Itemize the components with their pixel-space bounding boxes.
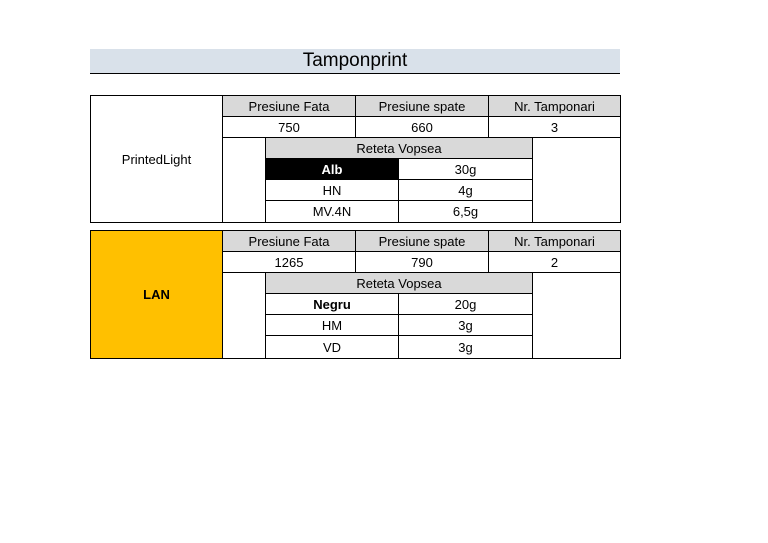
spacer-right bbox=[532, 137, 621, 223]
recipe-qty: 30g bbox=[398, 158, 533, 180]
recipe-color: MV.4N bbox=[265, 200, 399, 223]
header-presiune-fata: Presiune Fata bbox=[222, 230, 356, 252]
spacer-left bbox=[222, 272, 266, 359]
header-nr-tamponari: Nr. Tamponari bbox=[488, 230, 621, 252]
header-presiune-fata: Presiune Fata bbox=[222, 95, 356, 117]
recipe-color: HN bbox=[265, 179, 399, 201]
value-nr-tamponari: 3 bbox=[488, 116, 621, 138]
recipe-qty: 3g bbox=[398, 314, 533, 336]
spacer-right bbox=[532, 272, 621, 359]
recipe-qty: 3g bbox=[398, 335, 533, 359]
header-presiune-spate: Presiune spate bbox=[355, 95, 489, 117]
recipe-title: Reteta Vopsea bbox=[265, 272, 533, 294]
recipe-color-alb: Alb bbox=[265, 158, 399, 180]
recipe-title: Reteta Vopsea bbox=[265, 137, 533, 159]
product-block-printedlight bbox=[90, 95, 621, 223]
value-presiune-spate: 660 bbox=[355, 116, 489, 138]
spacer-left bbox=[222, 137, 266, 223]
recipe-color: HM bbox=[265, 314, 399, 336]
header-presiune-spate: Presiune spate bbox=[355, 230, 489, 252]
recipe-color-negru: Negru bbox=[265, 293, 399, 315]
recipe-qty: 6,5g bbox=[398, 200, 533, 223]
product-name: PrintedLight bbox=[90, 95, 223, 223]
value-presiune-fata: 750 bbox=[222, 116, 356, 138]
product-name: LAN bbox=[90, 230, 223, 359]
recipe-color: VD bbox=[265, 335, 399, 359]
header-nr-tamponari: Nr. Tamponari bbox=[488, 95, 621, 117]
product-block-lan bbox=[90, 230, 621, 359]
recipe-qty: 20g bbox=[398, 293, 533, 315]
value-presiune-fata: 1265 bbox=[222, 251, 356, 273]
document-title: Tamponprint bbox=[90, 49, 620, 74]
recipe-qty: 4g bbox=[398, 179, 533, 201]
value-presiune-spate: 790 bbox=[355, 251, 489, 273]
value-nr-tamponari: 2 bbox=[488, 251, 621, 273]
